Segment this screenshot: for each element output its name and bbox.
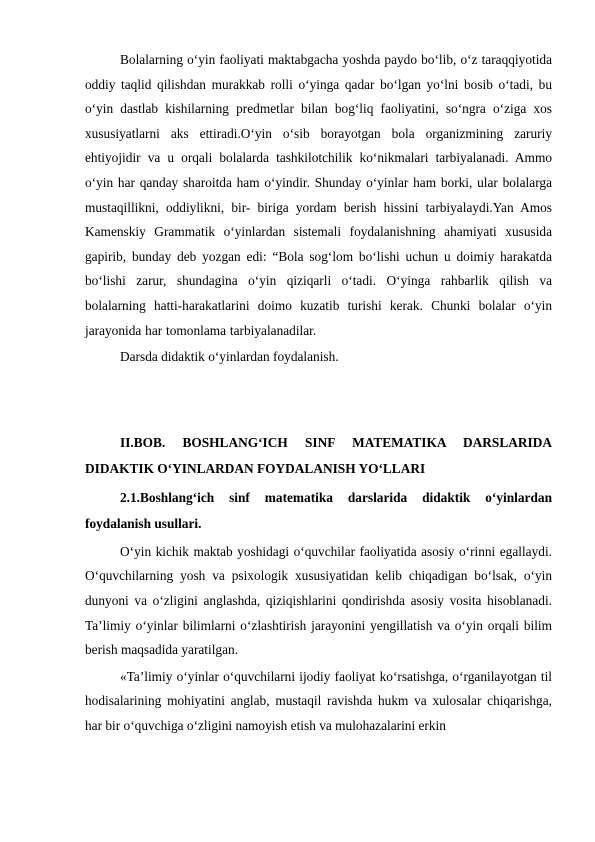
- body-paragraph-didactic: Darsda didaktik o‘yinlardan foydalanish.: [120, 349, 339, 365]
- body-paragraph-intro: Bolalarning o‘yin faoliyati maktabgacha yoshda paydo bo‘lib, o‘z taraqqiyotida oddiy taqlid qilishdan murakkab rolli o‘yinga qadar bo‘lgan yo‘lni bosib o‘tadi, bu o‘yin dastlab kishilarning predmetlar bilan bog‘liq faoliyatini, so‘ngra o‘ziga xos xususiyatlarni aks ettiradi.O‘yin o‘sib borayotgan bola organizmining zaruriy ehtiyojidir va u orqali bolalarda tashkilotchilik ko‘nikmalari tarbiyalanadi. Ammo o‘yin har qanday sharoitda ham o‘yindir. Shunday o‘yinlar ham borki, ular bolalarga mustaqillikni, oddiylikni, bir- biriga yordam berish hissini tarbiyalaydi.Yan Amos Kamenskiy Grammatik o‘yinlardan sistemali foydalanishning ahamiyati xususida gapirib, bunday deb yozgan edi: “Bola sog‘lom bo‘lishi uchun u doimiy harakatda bo‘lishi zarur, shundagina o‘yin qiziqarli o‘tadi. O‘yinga rahbarlik qilish va bolalarning hatti-harakatlarini doimo kuzatib turishi kerak. Chunki bolalar o‘yin jarayonida har tomonlama tarbiyalanadilar.: [85, 52, 552, 338]
- document-page: [85, 48, 552, 738]
- section-heading: 2.1.Boshlang‘ich sinf matematika darslarida didaktik o‘yinlardan foydalanish usullari.: [85, 489, 552, 532]
- body-paragraph-games: O‘yin kichik maktab yoshidagi o‘quvchilar faoliyatida asosiy o‘rinni egallaydi. O‘quvchilarning yosh va psixologik xususiyatidan kelib chiqadigan bo‘lsak, o‘yin dunyoni va o‘zligini anglashda, qiziqishlarini qondirishda asosiy vosita hisoblanadi. Ta’limiy o‘yinlar bilimlarni o‘zlashtirish jarayonini yengillatish va o‘yin orqali bilim berish maqsadida yaratilgan.: [85, 543, 552, 658]
- body-paragraph-educational-games: «Ta’limiy o‘yinlar o‘quvchilarni ijodiy faoliyat ko‘rsatishga, o‘rganilayotgan til hodisalarining mohiyatini anglab, mustaqil ravishda hukm va xulosalar chiqarishga, har bir o‘quvchiga o‘zligini namoyish etish va mulohazalarini erkin: [85, 668, 552, 733]
- spacer: [85, 370, 552, 430]
- chapter-heading: II.BOB. BOSHLANG‘ICH SINF MATEMATIKA DARSLARIDA DIDAKTIK O‘YINLARDAN FOYDALANISH YO‘LLARI: [85, 434, 552, 477]
